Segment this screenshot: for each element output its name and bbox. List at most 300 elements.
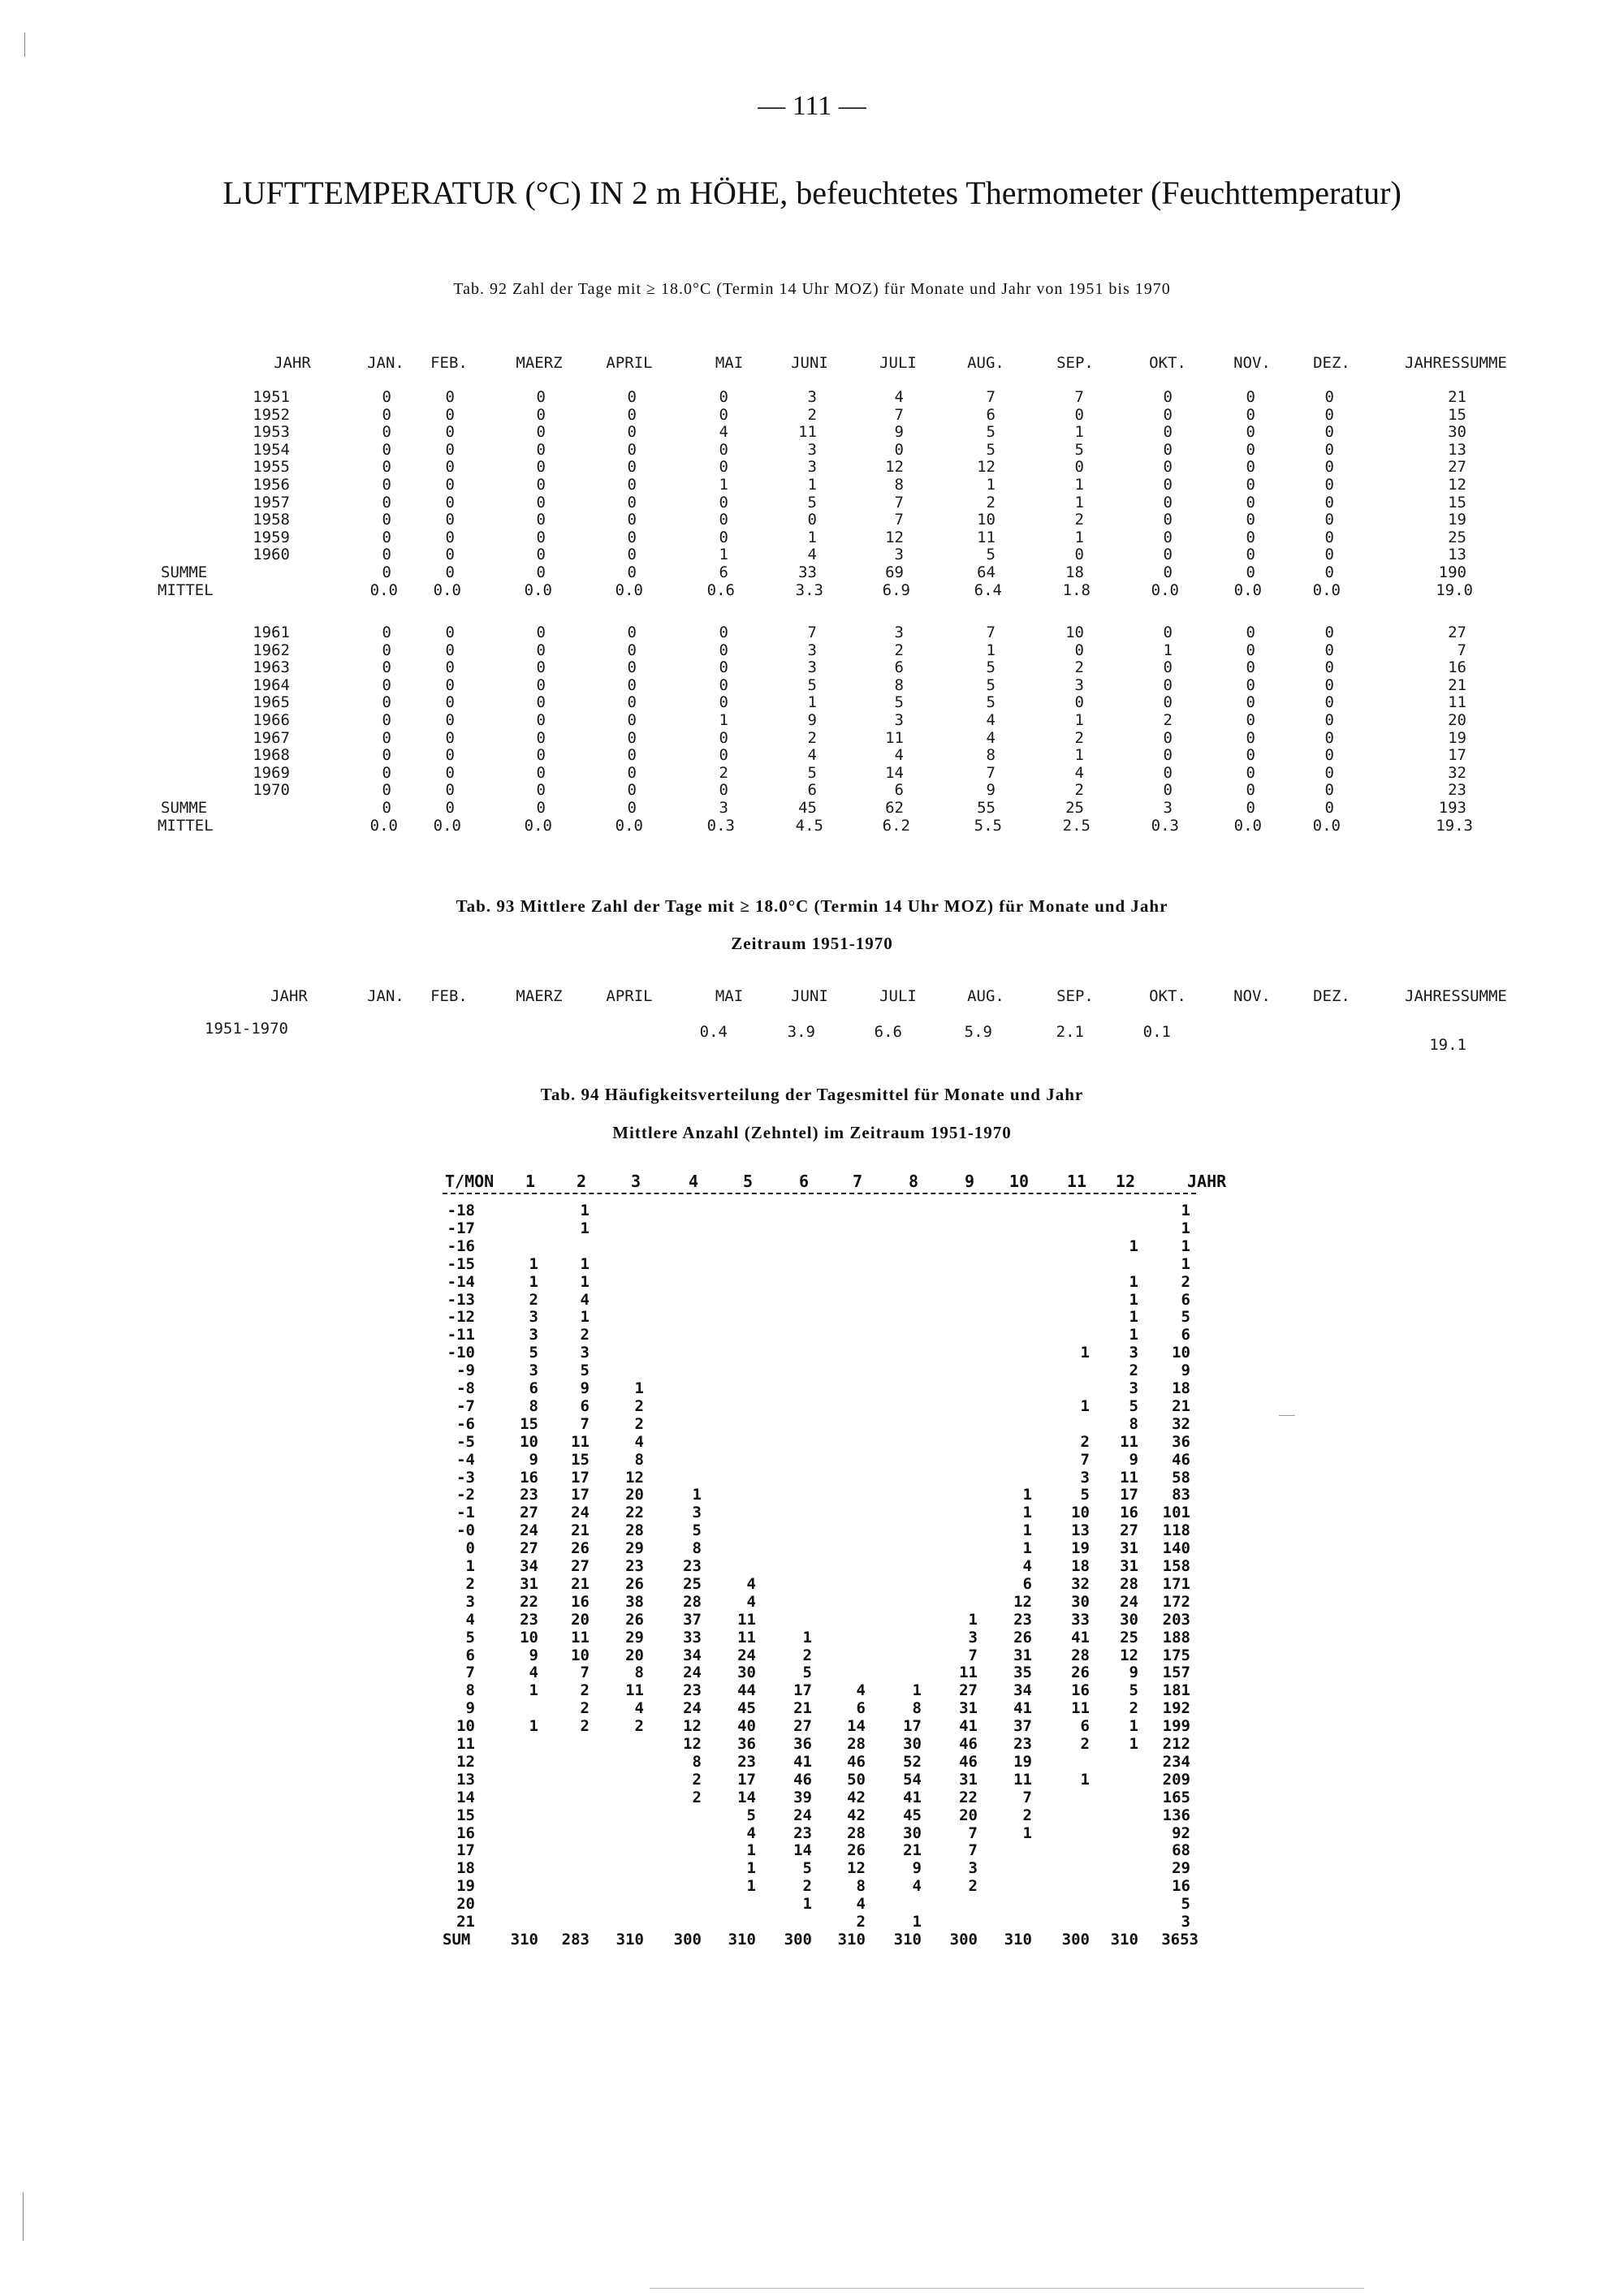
tab92-cell: 0 <box>1324 746 1334 765</box>
tab92-cell: 0 <box>627 641 637 659</box>
tab93-row-label: 1951-1970 <box>205 1020 288 1038</box>
tab94-cell: 2 <box>692 1788 702 1806</box>
tab92-cell: 0 <box>382 493 391 511</box>
tab92-cell: 2 <box>1074 658 1084 677</box>
tab92-cell: 0 <box>1163 458 1173 477</box>
tab92-cell: 1 <box>1074 711 1084 729</box>
tab92-mittel-cell: 0.0 <box>615 816 643 835</box>
tab94-cell: 30 <box>1120 1610 1138 1629</box>
tab94-cell: 192 <box>1162 1699 1190 1718</box>
tab92-cell: 0 <box>1246 693 1255 712</box>
tab94-cell: 26 <box>1071 1664 1090 1682</box>
tab94-cell: 2 <box>802 1877 812 1896</box>
tab94-cell: 2 <box>634 1414 644 1433</box>
tab92-cell: 0 <box>1163 405 1173 424</box>
tab92-summe-cell: 0 <box>445 563 455 581</box>
tab92-cell: 0 <box>536 728 546 747</box>
tab92-year: 1954 <box>253 440 290 459</box>
tab94-cell: 101 <box>1162 1504 1190 1522</box>
tab94-cell: 1 <box>1080 1344 1090 1362</box>
tab92-cell: 0 <box>1246 493 1255 511</box>
tab94-cell: 4 <box>634 1699 644 1718</box>
tab94-temp-label: 14 <box>456 1788 475 1806</box>
tab94-cell: 5 <box>580 1362 590 1380</box>
tab92-cell: 0 <box>1246 711 1255 729</box>
tab94-cell: 2 <box>856 1913 866 1931</box>
tab94-cell: 42 <box>847 1806 866 1824</box>
tab94-cell: 136 <box>1162 1806 1190 1824</box>
tab92-cell: 0 <box>1246 624 1255 641</box>
tab94-cell: 6 <box>1080 1717 1090 1736</box>
tab94-cell: 30 <box>737 1664 756 1682</box>
tab92-cell: 0 <box>719 405 728 424</box>
tab92-cell: 0 <box>719 528 728 546</box>
tab92-cell: 12 <box>977 458 996 477</box>
tab92-summe-cell: 62 <box>885 799 904 817</box>
tab94-cell: 24 <box>683 1699 702 1718</box>
tab94-cell: 36 <box>737 1735 756 1753</box>
tab94-cell: 26 <box>1013 1628 1032 1646</box>
tab92-cell: 0 <box>719 781 728 800</box>
tab94-cell: 17 <box>1120 1486 1138 1504</box>
tab94-cell: 46 <box>1172 1450 1190 1469</box>
tab92-mittel-label: MITTEL <box>158 816 214 835</box>
tab92-cell: 23 <box>1448 781 1466 800</box>
tab92-cell: 0 <box>627 658 637 677</box>
tab93-header-maerz: MAERZ <box>516 987 563 1005</box>
tab94-temp-label: -6 <box>456 1414 475 1433</box>
tab92-cell: 0 <box>1163 476 1173 494</box>
tab92-cell: 7 <box>986 388 996 406</box>
tab92-cell: 2 <box>1163 711 1173 729</box>
tab92-cell: 0 <box>1074 693 1084 712</box>
tab93-header-mai: MAI <box>715 987 744 1005</box>
tab94-cell: 3 <box>529 1362 538 1380</box>
tab94-temp-label: -18 <box>447 1202 475 1219</box>
tab94-cell: 6 <box>1022 1574 1032 1593</box>
tab92-cell: 1 <box>807 528 817 546</box>
tab92-cell: 0 <box>894 440 904 459</box>
tab92-cell: 4 <box>894 746 904 765</box>
tab94-cell: 46 <box>847 1752 866 1771</box>
tab94-cell: 1 <box>1022 1486 1032 1504</box>
tab92-cell: 0 <box>1324 528 1334 546</box>
tab92-cell: 0 <box>1163 423 1173 442</box>
tab94-cell: 4 <box>580 1290 590 1309</box>
tab94-cell: 2 <box>580 1681 590 1700</box>
tab92-cell: 0 <box>1324 658 1334 677</box>
tab94-header-month-5: 5 <box>742 1172 753 1191</box>
tab92-cell: 0 <box>1246 763 1255 782</box>
tab92-mittel-cell: 0.3 <box>1151 816 1179 835</box>
tab94-cell: 175 <box>1162 1646 1190 1664</box>
tab94-cell: 4 <box>746 1574 756 1593</box>
tab92-cell: 0 <box>536 763 546 782</box>
tab94-cell: 20 <box>959 1806 978 1824</box>
tab94-cell: 92 <box>1172 1823 1190 1842</box>
tab93-header-aug: AUG. <box>967 987 1004 1005</box>
tab92-cell: 2 <box>1074 781 1084 800</box>
tab92-cell: 5 <box>807 675 817 694</box>
tab94-cell: 33 <box>683 1628 702 1646</box>
tab92-cell: 5 <box>986 658 996 677</box>
tab92-cell: 21 <box>1448 388 1466 406</box>
tab94-header-tmon: T/MON <box>445 1172 495 1191</box>
tab92-cell: 4 <box>807 746 817 765</box>
tab92-cell: 7 <box>1074 388 1084 406</box>
tab92-cell: 11 <box>885 728 904 747</box>
tab94-cell: 157 <box>1162 1664 1190 1682</box>
tab94-cell: 17 <box>903 1717 922 1736</box>
tab92-cell: 0 <box>627 511 637 529</box>
tab92-cell: 10 <box>977 511 996 529</box>
tab94-temp-label: 20 <box>456 1895 475 1914</box>
tab92-cell: 0 <box>627 476 637 494</box>
tab94-cell: 26 <box>571 1539 590 1558</box>
tab94-header-rule <box>443 1193 1196 1194</box>
tab94-cell: 21 <box>571 1521 590 1540</box>
tab94-cell: 21 <box>571 1574 590 1593</box>
tab94-cell: 158 <box>1162 1557 1190 1575</box>
page-title: LUFTTEMPERATUR (°C) IN 2 m HÖHE, befeuchtetes Thermometer (Feuchttemperatur) <box>222 175 1402 211</box>
tab92-cell: 0 <box>445 388 455 406</box>
tab93-header-jan: JAN. <box>367 987 404 1005</box>
tab92-cell: 0 <box>719 624 728 641</box>
tab94-cell: 5 <box>1129 1681 1138 1700</box>
tab92-cell: 5 <box>986 440 996 459</box>
tab94-cell: 5 <box>802 1859 812 1878</box>
tab92-cell: 1 <box>807 476 817 494</box>
tab94-temp-label: 11 <box>456 1735 475 1753</box>
tab92-cell: 0 <box>1324 675 1334 694</box>
tab94-cell: 2 <box>1129 1362 1138 1380</box>
tab92-summe-cell: 0 <box>1246 799 1255 817</box>
tab94-cell: 2 <box>580 1326 590 1344</box>
tab92-summe-cell: 6 <box>719 563 728 581</box>
tab92-year: 1952 <box>253 405 290 424</box>
tab92-cell: 2 <box>807 405 817 424</box>
tab92-cell: 0 <box>382 458 391 477</box>
tab94-header-jahr: JAHR <box>1187 1172 1227 1191</box>
tab94-temp-label: 2 <box>465 1574 475 1593</box>
tab93-cell: 19.1 <box>1429 1036 1466 1054</box>
tab94-cell: 4 <box>634 1432 644 1451</box>
tab94-cell: 1 <box>1129 1290 1138 1309</box>
tab92-cell: 32 <box>1448 763 1466 782</box>
tab94-cell: 11 <box>571 1628 590 1646</box>
tab94-temp-label: 7 <box>465 1664 475 1682</box>
tab92-year: 1960 <box>253 546 290 564</box>
tab94-cell: 28 <box>1071 1646 1090 1664</box>
tab94-cell: 45 <box>903 1806 922 1824</box>
tab94-cell: 32 <box>1071 1574 1090 1593</box>
tab92-cell: 0 <box>1324 546 1334 564</box>
tab94-cell: 8 <box>912 1699 922 1718</box>
tab94-temp-label: 15 <box>456 1806 475 1824</box>
tab94-cell: 12 <box>683 1717 702 1736</box>
tab92-cell: 6 <box>894 658 904 677</box>
tab94-cell: 30 <box>1071 1592 1090 1611</box>
tab94-cell: 2 <box>634 1396 644 1415</box>
tab92-cell: 0 <box>1324 728 1334 747</box>
tab94-cell: 5 <box>529 1344 538 1362</box>
tab94-temp-label: 19 <box>456 1877 475 1896</box>
tab92-cell: 0 <box>1163 624 1173 641</box>
tab92-header-sep: SEP. <box>1056 354 1094 372</box>
tab92-summe-cell: 25 <box>1065 799 1084 817</box>
tab92-cell: 21 <box>1448 675 1466 694</box>
tab92-year: 1967 <box>253 728 290 747</box>
tab92-cell: 3 <box>894 546 904 564</box>
tab94-cell: 1 <box>802 1895 812 1914</box>
tab92-cell: 0 <box>1163 693 1173 712</box>
tab94-cell: 2 <box>1181 1272 1190 1291</box>
tab92-summe-cell: 0 <box>627 563 637 581</box>
tab94-cell: 1 <box>802 1628 812 1646</box>
tab92-cell: 3 <box>807 458 817 477</box>
tab94-header-month-12: 12 <box>1115 1172 1135 1191</box>
tab92-cell: 4 <box>986 728 996 747</box>
tab92-cell: 0 <box>1324 405 1334 424</box>
tab94-cell: 18 <box>1071 1557 1090 1575</box>
tab94-cell: 29 <box>625 1539 644 1558</box>
tab92-year: 1957 <box>253 493 290 511</box>
tab92-mittel-cell: 3.3 <box>795 580 823 599</box>
tab92-cell: 0 <box>719 458 728 477</box>
tab92-cell: 0 <box>1163 493 1173 511</box>
tab94-cell: 1 <box>1080 1396 1090 1415</box>
tab94-cell: 3 <box>1080 1468 1090 1487</box>
tab94-cell: 23 <box>793 1823 812 1842</box>
tab92-summe-cell: 3 <box>719 799 728 817</box>
tab92-mittel-cell: 0.0 <box>615 580 643 599</box>
tab94-temp-label: 16 <box>456 1823 475 1842</box>
tab92-year: 1968 <box>253 746 290 765</box>
tab94-cell: 23 <box>683 1681 702 1700</box>
tab94-sum-cell: 3653 <box>1161 1930 1199 1949</box>
tab94-cell: 12 <box>1120 1646 1138 1664</box>
tab92-cell: 15 <box>1448 405 1466 424</box>
tab94-temp-label: -1 <box>456 1504 475 1522</box>
tab94-cell: 2 <box>580 1717 590 1736</box>
tab94-cell: 12 <box>625 1468 644 1487</box>
tab92-cell: 0 <box>1163 763 1173 782</box>
tab92-cell: 0 <box>1163 388 1173 406</box>
tab92-cell: 12 <box>885 528 904 546</box>
tab92-cell: 16 <box>1448 658 1466 677</box>
tab94-header-month-10: 10 <box>1009 1172 1029 1191</box>
tab94-cell: 35 <box>1013 1664 1032 1682</box>
tab92-cell: 27 <box>1448 624 1466 641</box>
tab94-cell: 27 <box>571 1557 590 1575</box>
tab94-cell: 2 <box>802 1646 812 1664</box>
tab94-cell: 41 <box>793 1752 812 1771</box>
tab92-mittel-cell: 0.0 <box>433 816 461 835</box>
tab92-year: 1969 <box>253 763 290 782</box>
tab94-temp-label: -15 <box>447 1254 475 1273</box>
tab94-cell: 9 <box>529 1646 538 1664</box>
tab92-cell: 5 <box>986 675 996 694</box>
tab94-cell: 1 <box>1181 1236 1190 1255</box>
tab94-cell: 234 <box>1162 1752 1190 1771</box>
tab92-cell: 0 <box>536 546 546 564</box>
tab92-cell: 2 <box>1074 728 1084 747</box>
tab94-cell: 7 <box>968 1646 978 1664</box>
tab94-cell: 3 <box>1181 1913 1190 1931</box>
tab92-cell: 2 <box>1074 511 1084 529</box>
tab92-header-nov: NOV. <box>1233 354 1271 372</box>
tab92-mittel-cell: 5.5 <box>974 816 1002 835</box>
tab92-cell: 0 <box>1246 746 1255 765</box>
tab92-cell: 0 <box>627 493 637 511</box>
tab92-summe-cell: 0 <box>1324 563 1334 581</box>
tab94-cell: 45 <box>737 1699 756 1718</box>
tab92-cell: 1 <box>986 476 996 494</box>
tab94-cell: 11 <box>737 1628 756 1646</box>
tab92-cell: 0 <box>719 440 728 459</box>
tab94-cell: 7 <box>1080 1450 1090 1469</box>
tab92-cell: 0 <box>1074 458 1084 477</box>
tab92-mittel-cell: 0.0 <box>1312 816 1341 835</box>
tab92-cell: 7 <box>1457 641 1466 659</box>
tab92-cell: 0 <box>1324 711 1334 729</box>
tab94-cell: 171 <box>1162 1574 1190 1593</box>
tab94-cell: 22 <box>959 1788 978 1806</box>
tab92-cell: 2 <box>807 728 817 747</box>
tab92-mittel-cell: 0.6 <box>706 580 735 599</box>
tab94-header-month-1: 1 <box>525 1172 535 1191</box>
tab92-cell: 0 <box>627 405 637 424</box>
tab92-summe-cell: 0 <box>1246 563 1255 581</box>
tab94-cell: 203 <box>1162 1610 1190 1629</box>
tab94-cell: 1 <box>1022 1521 1032 1540</box>
tab92-cell: 0 <box>382 388 391 406</box>
tab92-cell: 0 <box>1246 405 1255 424</box>
tab92-cell: 0 <box>1246 641 1255 659</box>
tab94-cell: 9 <box>912 1859 922 1878</box>
tab92-cell: 3 <box>1074 675 1084 694</box>
tab92-cell: 0 <box>627 781 637 800</box>
tab94-cell: 6 <box>580 1396 590 1415</box>
tab92-cell: 0 <box>382 781 391 800</box>
tab94-cell: 3 <box>968 1628 978 1646</box>
tab92-summe-cell: 190 <box>1438 563 1466 581</box>
tab92-cell: 0 <box>719 493 728 511</box>
tab94-cell: 13 <box>1071 1521 1090 1540</box>
tab94-temp-label: 3 <box>465 1592 475 1611</box>
tab92-mittel-cell: 0.0 <box>1151 580 1179 599</box>
tab94-cell: 28 <box>625 1521 644 1540</box>
tab92-cell: 0 <box>719 658 728 677</box>
tab92-cell: 0 <box>536 476 546 494</box>
tab92-cell: 7 <box>986 624 996 641</box>
tab92-summe-cell: 0 <box>382 563 391 581</box>
tab92-mittel-cell: 6.2 <box>882 816 910 835</box>
tab94-cell: 23 <box>737 1752 756 1771</box>
tab92-cell: 0 <box>719 746 728 765</box>
tab92-cell: 0 <box>536 405 546 424</box>
tab92-cell: 0 <box>536 675 546 694</box>
tab92-cell: 5 <box>807 763 817 782</box>
tab94-cell: 1 <box>529 1254 538 1273</box>
tab92-cell: 0 <box>445 728 455 747</box>
tab94-cell: 34 <box>520 1557 538 1575</box>
tab94-temp-label: 17 <box>456 1841 475 1860</box>
tab94-cell: 8 <box>529 1396 538 1415</box>
tab92-cell: 0 <box>1246 728 1255 747</box>
tab92-cell: 0 <box>719 641 728 659</box>
tab92-cell: 2 <box>719 763 728 782</box>
tab94-cell: 23 <box>625 1557 644 1575</box>
tab92-cell: 7 <box>894 405 904 424</box>
tab92-cell: 0 <box>1163 781 1173 800</box>
tab94-cell: 1 <box>529 1272 538 1291</box>
tab92-cell: 30 <box>1448 423 1466 442</box>
tab94-caption: Tab. 94 Häufigkeitsverteilung der Tagesmittel für Monate und Jahr <box>540 1085 1084 1104</box>
tab94-cell: 14 <box>737 1788 756 1806</box>
tab92-cell: 0 <box>445 546 455 564</box>
tab92-cell: 3 <box>807 658 817 677</box>
tab92-cell: 0 <box>1246 511 1255 529</box>
tab94-cell: 41 <box>959 1717 978 1736</box>
tab92-header-juli: JULI <box>879 354 917 372</box>
tab92-cell: 0 <box>536 423 546 442</box>
tab94-cell: 1 <box>580 1272 590 1291</box>
tab92-cell: 0 <box>627 763 637 782</box>
tab94-cell: 19 <box>1071 1539 1090 1558</box>
tab94-cell: 7 <box>580 1414 590 1433</box>
tab92-cell: 19 <box>1448 511 1466 529</box>
tab92-cell: 0 <box>627 423 637 442</box>
tab92-header-aug: AUG. <box>967 354 1004 372</box>
tab92-summe-cell: 0 <box>536 563 546 581</box>
tab92-summe-cell: 0 <box>382 799 391 817</box>
tab92-cell: 0 <box>382 641 391 659</box>
tab94-cell: 17 <box>571 1486 590 1504</box>
tab94-temp-label: -3 <box>456 1468 475 1487</box>
tab92-cell: 4 <box>1074 763 1084 782</box>
tab94-cell: 23 <box>520 1486 538 1504</box>
tab92-summe-cell: 0 <box>1324 799 1334 817</box>
tab92-header-mai: MAI <box>715 354 744 372</box>
tab94-cell: 1 <box>1129 1326 1138 1344</box>
tab94-cell: 6 <box>856 1699 866 1718</box>
tab94-cell: 27 <box>520 1539 538 1558</box>
tab92-cell: 12 <box>885 458 904 477</box>
tab94-cell: 9 <box>529 1450 538 1469</box>
tab92-header-juni: JUNI <box>791 354 828 372</box>
tab92-cell: 4 <box>986 711 996 729</box>
tab92-cell: 9 <box>986 781 996 800</box>
tab92-cell: 0 <box>382 546 391 564</box>
tab94-cell: 3 <box>1129 1379 1138 1397</box>
tab92-cell: 9 <box>894 423 904 442</box>
tab92-mittel-cell: 0.0 <box>433 580 461 599</box>
tab92-cell: 0 <box>536 693 546 712</box>
tab94-cell: 17 <box>737 1770 756 1789</box>
tab92-cell: 8 <box>894 476 904 494</box>
tab92-cell: 0 <box>536 511 546 529</box>
tab94-cell: 5 <box>1129 1396 1138 1415</box>
tab94-cell: 14 <box>793 1841 812 1860</box>
tab92-summe-cell: 64 <box>977 563 996 581</box>
tab92-cell: 0 <box>1074 546 1084 564</box>
tab92-cell: 0 <box>1324 511 1334 529</box>
tab92-cell: 5 <box>807 493 817 511</box>
tab92-cell: 0 <box>1163 546 1173 564</box>
tab92-summe-cell: 55 <box>977 799 996 817</box>
tab92-cell: 0 <box>445 711 455 729</box>
